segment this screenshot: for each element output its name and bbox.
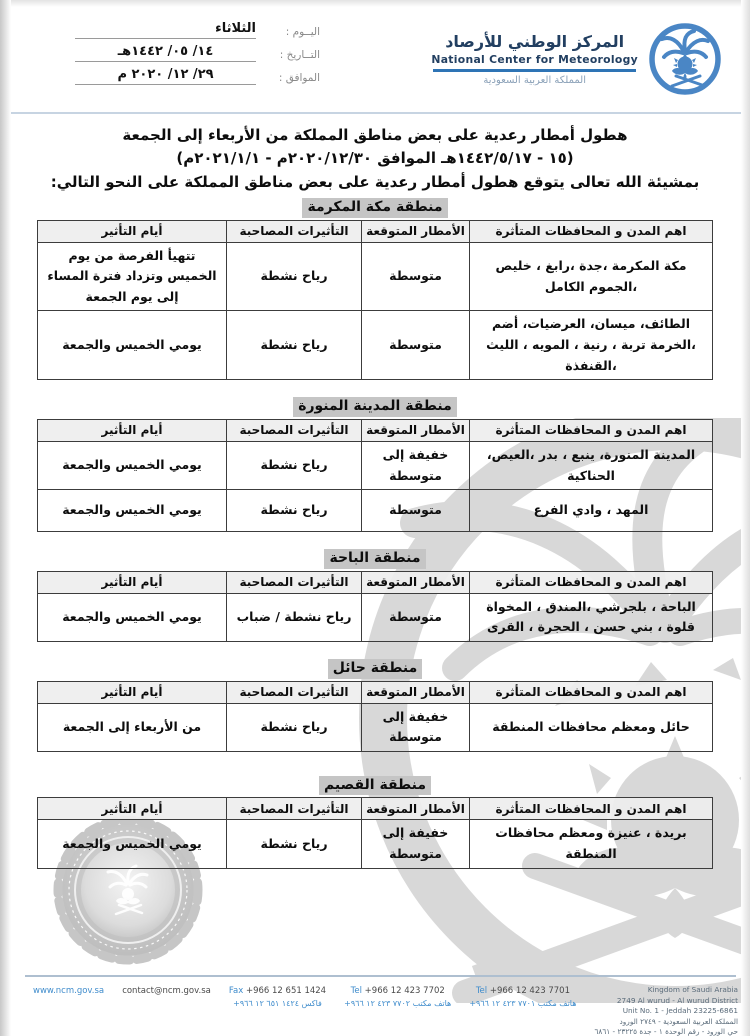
table-header-row <box>38 798 713 820</box>
table-row <box>38 820 713 868</box>
header-divider <box>0 112 750 114</box>
region-section-madinah <box>37 395 713 532</box>
cell-effects: رياح نشطة <box>227 703 362 751</box>
org-name-arabic: المركز الوطني للأرصاد <box>445 32 625 52</box>
col-header-rain: الأمطار المتوقعة <box>362 571 470 593</box>
footer-tel-1 <box>469 985 576 1010</box>
org-accent-line <box>433 69 636 72</box>
address-line: Unit No. 1 - Jeddah 23225-6861 <box>622 1006 738 1016</box>
gregorian-date-value: ٢٩/ ١٢/ ٢٠٢٠ م <box>75 67 256 85</box>
col-header-days: أيام التأثير <box>38 798 227 820</box>
region-table-hail <box>37 681 713 752</box>
col-header-cities: اهم المدن و المحافظات المتأثرة <box>470 220 713 242</box>
table-row <box>38 441 713 489</box>
cell-days: من الأربعاء إلى الجمعة <box>38 703 227 751</box>
cell-cities: المهد ، وادي الفرع <box>470 490 713 532</box>
table-row <box>38 490 713 532</box>
cell-effects: رياح نشطة / ضباب <box>227 593 362 641</box>
table-header-row <box>38 571 713 593</box>
footer-website <box>33 985 104 998</box>
table-header-row <box>38 419 713 441</box>
region-section-qassim <box>37 774 713 869</box>
col-header-days: أيام التأثير <box>38 419 227 441</box>
cell-effects: رياح نشطة <box>227 242 362 311</box>
date-row-hijri <box>75 39 320 62</box>
cell-days: يومي الخميس والجمعة <box>38 820 227 868</box>
tel-number: +966 12 423 7702 <box>364 986 445 996</box>
cell-days: تتهيأ الفرصة من يوم الخميس وتزداد فترة المساء إلى يوم الجمعة <box>38 242 227 311</box>
fax-label: Fax <box>228 986 244 996</box>
footer-address <box>595 985 738 1036</box>
cell-days: يومي الخميس والجمعة <box>38 490 227 532</box>
cell-rain: متوسطة <box>362 311 470 380</box>
scan-edge-left <box>0 0 11 1036</box>
col-header-effects: التأثيرات المصاحبة <box>227 220 362 242</box>
org-text-block <box>431 32 638 86</box>
cell-effects: رياح نشطة <box>227 311 362 380</box>
region-section-hail <box>37 657 713 752</box>
col-header-effects: التأثيرات المصاحبة <box>227 419 362 441</box>
title-line-3: بمشيئة الله تعالى يتوقع هطول أمطار رعدية على بعض مناطق المملكة على النحو التالي: <box>50 172 700 191</box>
footer-fax <box>229 985 326 1010</box>
org-header <box>431 22 722 96</box>
address-line-arabic: المملكة العربية السعودية - ٢٧٤٩ الورود <box>619 1016 738 1026</box>
col-header-rain: الأمطار المتوقعة <box>362 220 470 242</box>
footer <box>0 985 750 1036</box>
table-row <box>38 703 713 751</box>
region-title: منطقة مكة المكرمة <box>302 198 447 218</box>
cell-rain: متوسطة <box>362 490 470 532</box>
date-row-day <box>75 16 320 39</box>
region-section-baha <box>37 547 713 642</box>
col-header-rain: الأمطار المتوقعة <box>362 798 470 820</box>
col-header-days: أيام التأثير <box>38 681 227 703</box>
region-title: منطقة الباحة <box>324 549 425 569</box>
hijri-date-value: ١٤/ ٠٥/ ١٤٤٢هـ <box>75 44 256 62</box>
tel-number: +966 12 423 7701 <box>489 986 570 996</box>
cell-rain: متوسطة <box>362 593 470 641</box>
col-header-days: أيام التأثير <box>38 220 227 242</box>
region-title: منطقة حائل <box>328 659 423 679</box>
date-box <box>75 16 320 85</box>
table-header-row <box>38 681 713 703</box>
cell-cities: الباحة ، بلجرشي ،المندق ، المخواة قلوة ، بني حسن ، الحجرة ، القرى <box>470 593 713 641</box>
footer-tel-2 <box>344 985 451 1010</box>
fax-number: +966 12 651 1424 <box>245 986 327 996</box>
regions-content <box>37 196 713 884</box>
region-title: منطقة المدينة المنورة <box>293 397 457 417</box>
region-title: منطقة القصيم <box>319 776 431 796</box>
cell-cities: بريدة ، عنيزة ومعظم محافظات المنطقة <box>470 820 713 868</box>
col-header-rain: الأمطار المتوقعة <box>362 419 470 441</box>
region-table-makkah <box>37 220 713 381</box>
tel-label: Tel <box>350 986 362 996</box>
gregorian-date-label: الموافق : <box>278 72 320 84</box>
cell-effects: رياح نشطة <box>227 441 362 489</box>
col-header-cities: اهم المدن و المحافظات المتأثرة <box>470 571 713 593</box>
tel-label: Tel <box>475 986 488 996</box>
col-header-effects: التأثيرات المصاحبة <box>227 798 362 820</box>
cell-rain: خفيفة إلى متوسطة <box>362 703 470 751</box>
title-line-1: هطول أمطار رعدية على بعض مناطق المملكة من الأربعاء إلى الجمعة <box>122 126 628 144</box>
cell-cities: مكة المكرمة ،جدة ،رابغ ، خليص ،الجموم الكامل <box>470 242 713 311</box>
col-header-cities: اهم المدن و المحافظات المتأثرة <box>470 419 713 441</box>
org-country: المملكة العربية السعودية <box>483 74 586 86</box>
region-table-baha <box>37 571 713 642</box>
cell-effects: رياح نشطة <box>227 490 362 532</box>
hijri-date-label: التــاريخ : <box>279 49 320 61</box>
col-header-rain: الأمطار المتوقعة <box>362 681 470 703</box>
table-row <box>38 242 713 311</box>
address-line-arabic: حي الورود - رقم الوحدة ١ - جدة ٢٣٢٢٥ - ٦٨٦١ <box>594 1027 738 1036</box>
scan-edge-right <box>741 0 750 1036</box>
org-name-english: National Center for Meteorology <box>431 53 638 67</box>
day-value: الثلاثاء <box>75 21 256 39</box>
address-line: 2749 Al wurud - Al wurud District <box>616 995 738 1005</box>
cell-cities: حائل ومعظم محافظات المنطقة <box>470 703 713 751</box>
cell-effects: رياح نشطة <box>227 820 362 868</box>
website-link[interactable]: www.ncm.gov.sa <box>33 986 105 996</box>
col-header-cities: اهم المدن و المحافظات المتأثرة <box>470 681 713 703</box>
region-table-qassim <box>37 797 713 868</box>
cell-cities: المدينة المنورة، ينبع ، بدر ،العيص، الحناكية <box>470 441 713 489</box>
footer-email <box>122 985 211 998</box>
cell-days: يومي الخميس والجمعة <box>38 311 227 380</box>
cell-days: يومي الخميس والجمعة <box>38 593 227 641</box>
tel-number-arabic: هاتف مكتب ٧٧٠١ ٤٢٣ ١٢ ٩٦٦+ <box>469 998 577 1008</box>
scan-edge-top <box>0 0 750 7</box>
cell-cities: الطائف، ميسان، العرضيات، أضم ،الخرمة تربة ، رنية ، المويه ، الليث ،القنفذة <box>470 311 713 380</box>
col-header-effects: التأثيرات المصاحبة <box>227 681 362 703</box>
region-table-madinah <box>37 419 713 532</box>
table-header-row <box>38 220 713 242</box>
email-link[interactable]: contact@ncm.gov.sa <box>122 986 211 996</box>
cell-days: يومي الخميس والجمعة <box>38 441 227 489</box>
table-row <box>38 311 713 380</box>
bulletin-title <box>40 124 710 194</box>
ncm-logo-icon <box>648 22 722 96</box>
day-label: اليــوم : <box>285 26 320 38</box>
date-row-gregorian <box>75 62 320 85</box>
col-header-effects: التأثيرات المصاحبة <box>227 571 362 593</box>
cell-rain: خفيفة إلى متوسطة <box>362 820 470 868</box>
tel-number-arabic: هاتف مكتب ٧٧٠٢ ٤٢٣ ١٢ ٩٦٦+ <box>344 998 452 1008</box>
cell-rain: خفيفة إلى متوسطة <box>362 441 470 489</box>
fax-number-arabic: فاكس ١٤٢٤ ٦٥١ ١٢ ٩٦٦+ <box>233 998 322 1008</box>
footer-divider <box>25 975 736 977</box>
region-section-makkah <box>37 196 713 380</box>
cell-rain: متوسطة <box>362 242 470 311</box>
col-header-cities: اهم المدن و المحافظات المتأثرة <box>470 798 713 820</box>
col-header-days: أيام التأثير <box>38 571 227 593</box>
title-line-2: (١٥ - ١٤٤٢/٥/١٧هـ الموافق ٢٠٢٠/١٢/٣٠م - ٢٠٢١/١/١م) <box>176 149 574 168</box>
address-line: Kingdom of Saudi Arabia <box>647 985 738 994</box>
table-row <box>38 593 713 641</box>
